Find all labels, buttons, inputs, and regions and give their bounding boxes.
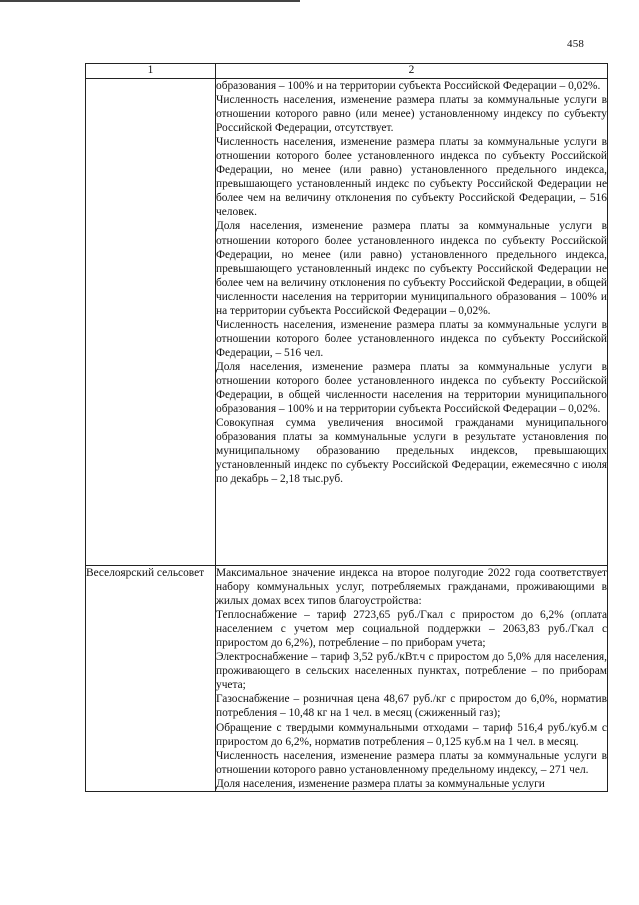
header-cell-2: 2 [216,64,608,79]
top-rule [0,0,300,2]
paragraph: Электроснабжение – тариф 3,52 руб./кВт.ч с приростом до 5,0% для населения, проживающего в сельских населенных пунктах, потребление – по приборам учета; [216,651,607,692]
paragraph: Обращение с твердыми коммунальными отходами – тариф 516,4 руб./куб.м с приростом до 6,2%, норматив потребления – 0,125 куб.м на 1 чел. в месяц. [216,721,607,748]
paragraph: Доля населения, изменение размера платы за коммунальные услуги в отношении которого более установленного индекса по субъекту Российской Федерации, но менее (или равно) установленного предельного индекса, превышающего установленный индекс по субъекту Российской Федерации не более чем на величину отклонения по субъекту Российской Федерации, в общей численности населения на территории муниципального образования – 100% и на территории субъекта Российской Федерации – 0,02%. [216,220,607,317]
page-number: 458 [567,38,585,50]
row1-col2 [216,79,608,566]
table-header-row [86,64,608,79]
header-cell-1: 1 [86,64,216,79]
paragraph: Численность населения, изменение размера платы за коммунальные услуги в отношении которого более установленного индекса по субъекту Российской Федерации, – 516 чел. [216,318,607,359]
paragraph: Доля населения, изменение размера платы за коммунальные услуги в отношении которого более установленного индекса по субъекту Российской Федерации, в общей численности населения на территории муниципального образования – 100% и на территории субъекта Российской Федерации – 0,02%. [216,360,607,416]
paragraph: образования – 100% и на территории субъекта Российской Федерации – 0,02%. [216,80,601,92]
paragraph: Максимальное значение индекса на второе полугодие 2022 года соответствует набору коммунальных услуг, потребляемых гражданами, проживающими в жилых домах всех типов благоустройства: [216,567,607,608]
table-row [86,79,608,566]
paragraph: Газоснабжение – розничная цена 48,67 руб./кг с приростом до 6,0%, норматив потребления – 10,48 кг на 1 чел. в месяц (сжиженный газ); [216,693,607,720]
row2-col1: Веселоярский сельсовет [86,566,216,792]
paragraph: Теплоснабжение – тариф 2723,65 руб./Гкал с приростом до 6,2% (оплата населением с учетом мер социальной поддержки – 2063,83 руб./Гкал с приростом до 6,2%), потребление – по приборам учета; [216,609,607,650]
paragraph: Численность населения, изменение размера платы за коммунальные услуги в отношении которого равно (или менее) установленному индексу по субъекту Российской Федерации, отсутствует. [216,94,607,135]
table-row [86,566,608,792]
row1-col1 [86,79,216,566]
paragraph: Совокупная сумма увеличения вносимой гражданами муниципального образования платы за коммунальные услуги в результате установления по муниципальному образованию предельных индексов, превышающих установленный индекс по субъекту Российской Федерации, ежемесячно с июля по декабрь – 2,18 тыс.руб. [216,417,607,486]
content-table [85,63,608,792]
paragraph: Численность населения, изменение размера платы за коммунальные услуги в отношении которого более установленного индекса по субъекту Российской Федерации, но менее (или равно) установленного предельного индекса, превышающего установленный индекс по субъекту Российской Федерации не более чем на величину отклонения по субъекту Российской Федерации, – 516 человек. [216,136,607,219]
paragraph: Численность населения, изменение размера платы за коммунальные услуги в отношении которого равно установленному предельному индексу, – 271 чел. [216,749,607,776]
paragraph: Доля населения, изменение размера платы за коммунальные услуги [216,777,545,790]
row2-col2 [216,566,608,792]
